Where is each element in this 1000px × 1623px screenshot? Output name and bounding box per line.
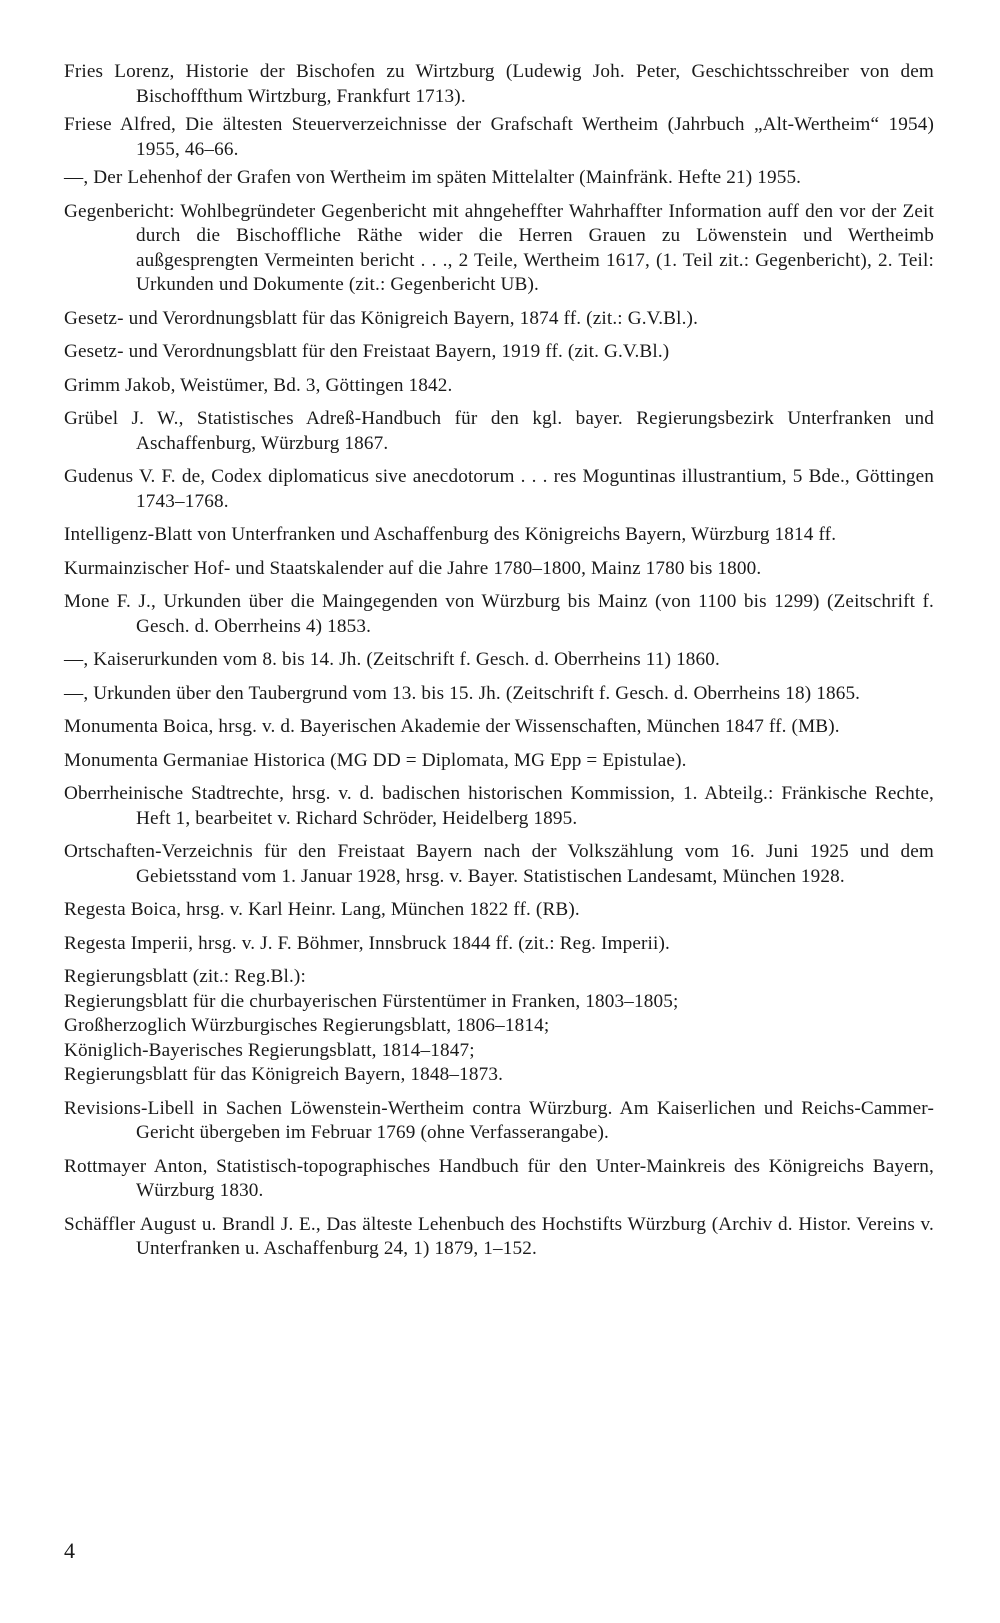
regierungsblatt-line: Großherzoglich Würzburgisches Regierungsblatt, 1806–1814; (64, 1015, 550, 1036)
bib-entry: Intelligenz-Blatt von Unterfranken und Aschaffenburg des Königreichs Bayern, Würzburg 1814 ff. (64, 524, 837, 545)
bib-entry: Kurmainzischer Hof- und Staatskalender auf die Jahre 1780–1800, Mainz 1780 bis 1800. (64, 557, 762, 579)
bib-entry: Friese Alfred, Die ältesten Steuerverzeichnisse der Grafschaft Wertheim (Jahrbuch „Alt-Wertheim“ 1954) 1955, 46–66. (64, 114, 934, 160)
bib-entry: Grimm Jakob, Weistümer, Bd. 3, Göttingen 1842. (64, 374, 453, 396)
bib-entry: Regesta Boica, hrsg. v. Karl Heinr. Lang, München 1822 ff. (RB). (64, 899, 580, 920)
bib-entry-regierungsblatt (64, 965, 934, 1088)
bib-entry: Grübel J. W., Statistisches Adreß-Handbuch für den kgl. bayer. Regierungsbezirk Unterfranken und Aschaffenburg, Würzburg 1867. (64, 408, 934, 454)
bibliography-page (64, 60, 934, 1271)
page-number: 4 (64, 1538, 75, 1563)
bib-entry: Gesetz- und Verordnungsblatt für das Königreich Bayern, 1874 ff. (zit.: G.V.Bl.). (64, 307, 699, 329)
regierungsblatt-line: Regierungsblatt für die churbayerischen Fürstentümer in Franken, 1803–1805; (64, 990, 679, 1012)
bib-entry: Schäffler August u. Brandl J. E., Das älteste Lehenbuch des Hochstifts Würzburg (Archiv d. Histor. Vereins v. Unterfranken u. Aschaffenburg 24, 1) 1879, 1–152. (64, 1213, 934, 1259)
bib-entry: Fries Lorenz, Historie der Bischofen zu Wirtzburg (Ludewig Joh. Peter, Geschichtsschreiber von dem Bischoffthum Wirtzburg, Frankfurt 1713). (64, 61, 934, 107)
bib-entry: Gesetz- und Verordnungsblatt für den Freistaat Bayern, 1919 ff. (zit. G.V.Bl.) (64, 341, 670, 362)
bib-entry: Monumenta Boica, hrsg. v. d. Bayerischen Akademie der Wissenschaften, München 1847 ff. (MB). (64, 716, 840, 737)
regierungsblatt-heading: Regierungsblatt (zit.: Reg.Bl.): (64, 966, 306, 987)
bib-entry: Regesta Imperii, hrsg. v. J. F. Böhmer, Innsbruck 1844 ff. (zit.: Reg. Imperii). (64, 932, 670, 954)
bib-entry: Revisions-Libell in Sachen Löwenstein-Wertheim contra Würzburg. Am Kaiserlichen und Reichs-Cammer-Gericht übergeben im Februar 1769 (ohne Verfasserangabe). (64, 1097, 934, 1143)
bib-entry: —, Kaiserurkunden vom 8. bis 14. Jh. (Zeitschrift f. Gesch. d. Oberrheins 11) 1860. (64, 649, 720, 670)
bib-entry: —, Der Lehenhof der Grafen von Wertheim im späten Mittelalter (Mainfränk. Hefte 21) 1955. (64, 167, 802, 188)
regierungsblatt-line: Regierungsblatt für das Königreich Bayern, 1848–1873. (64, 1064, 504, 1085)
bib-entry: Monumenta Germaniae Historica (MG DD = Diplomata, MG Epp = Epistulae). (64, 749, 687, 771)
regierungsblatt-line: Königlich-Bayerisches Regierungsblatt, 1814–1847; (64, 1039, 475, 1061)
bib-entry: Mone F. J., Urkunden über die Maingegenden von Würzburg bis Mainz (von 1100 bis 1299) (Zeitschrift f. Gesch. d. Oberrheins 4) 1853. (64, 591, 934, 637)
bib-entry: Oberrheinische Stadtrechte, hrsg. v. d. badischen historischen Kommission, 1. Abteilg.: Fränkische Rechte, Heft 1, bearbeitet v. Richard Schröder, Heidelberg 1895. (64, 783, 934, 829)
bib-entry: —, Urkunden über den Taubergrund vom 13. bis 15. Jh. (Zeitschrift f. Gesch. d. Oberrheins 18) 1865. (64, 682, 861, 704)
bib-entry: Ortschaften-Verzeichnis für den Freistaat Bayern nach der Volkszählung vom 16. Juni 1925 und dem Gebietsstand vom 1. Januar 1928, hrsg. v. Bayer. Statistischen Landesamt, München 1928. (64, 841, 934, 887)
bib-entry: Gegenbericht: Wohlbegründeter Gegenbericht mit ahngeheffter Wahrhaffter Information auff den vor der Zeit durch die Bischoffliche Räthe wider die Herren Grauen zu Löwenstein und Wertheimb außgesprengten Vermeinten bericht . . ., 2 Teile, Wertheim 1617, (1. Teil zit.: Gegenbericht), 2. Teil: Urkunden und Dokumente (zit.: Gegenbericht UB). (64, 200, 934, 295)
bib-entry: Gudenus V. F. de, Codex diplomaticus sive anecdotorum . . . res Moguntinas illustrantium, 5 Bde., Göttingen 1743–1768. (64, 466, 934, 512)
bib-entry: Rottmayer Anton, Statistisch-topographisches Handbuch für den Unter-Mainkreis des Königreichs Bayern, Würzburg 1830. (64, 1155, 934, 1201)
